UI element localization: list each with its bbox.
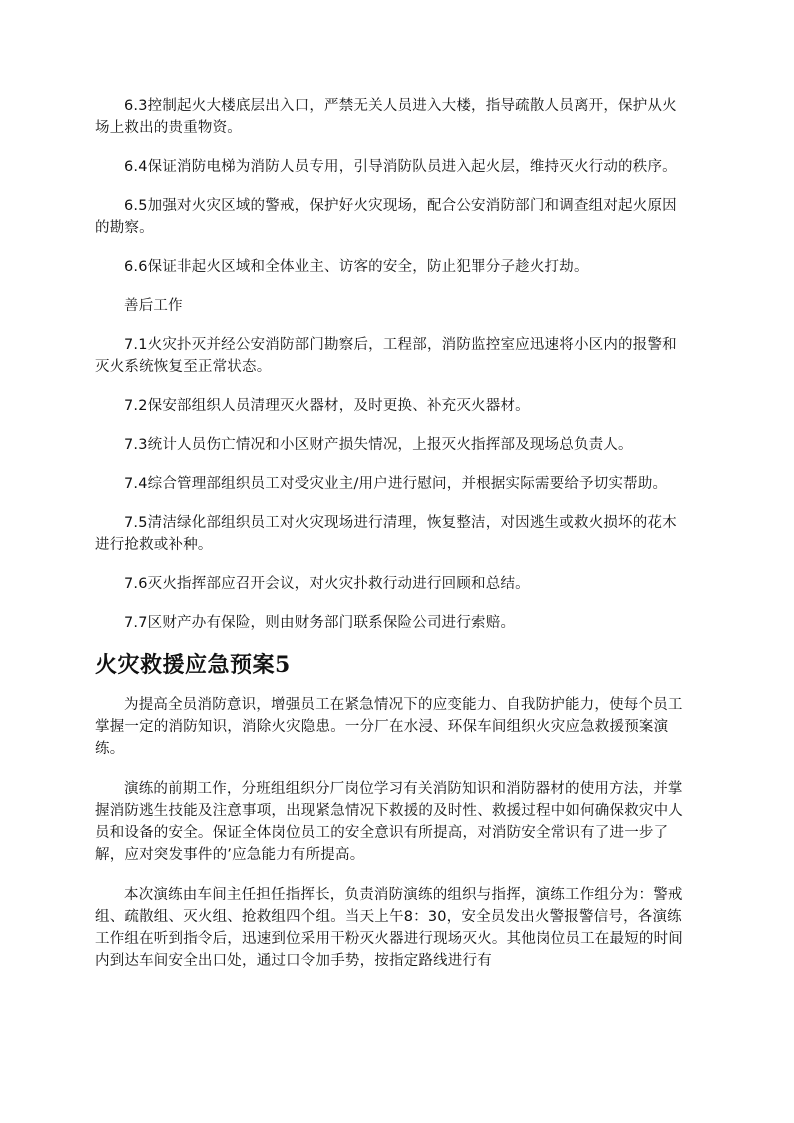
document-body xyxy=(95,95,689,990)
paragraph-6-6: 6.6保证非起火区域和全体业主、访客的安全，防止犯罪分子趁火打劫。 xyxy=(124,259,589,275)
paragraph-intro: 为提高全员消防意识，增强员工在紧急情况下的应变能力、自我防护能力，使每个员工掌握一定的消防知识，消除火灾隐患。一分厂在水浸、环保车间组织火灾应急救援预案演练。 xyxy=(95,697,683,757)
paragraph-7-5: 7.5清洁绿化部组织员工对火灾现场进行清理，恢复整洁，对因逃生或救火损坏的花木进行抢救或补种。 xyxy=(95,515,677,553)
paragraph-7-1: 7.1火灾扑灭并经公安消防部门勘察后，工程部，消防监控室应迅速将小区内的报警和灭火系统恢复至正常状态。 xyxy=(95,337,677,375)
paragraph-7-6: 7.6灭火指挥部应召开会议，对火灾扑救行动进行回顾和总结。 xyxy=(124,576,530,592)
paragraph-preparation: 演练的前期工作，分班组组织分厂岗位学习有关消防知识和消防器材的使用方法，并掌握消防逃生技能及注意事项，出现紧急情况下救援的及时性、救援过程中如何确保救灾中人员和设备的安全。保证全体岗位员工的安全意识有所提高，对消防安全常识有了进一步了解，应对突发事件的’应急能力有所提高。 xyxy=(95,781,683,863)
paragraph-drill: 本次演练由车间主任担任指挥长，负责消防演练的组织与指挥，演练工作组分为：警戒组、疏散组、灭火组、抢救组四个组。当天上午8：30，安全员发出火警报警信号，各演练工作组在听到指令后，迅速到位采用干粉灭火器进行现场灭火。其他岗位员工在最短的时间内到达车间安全出口处，通过口令加手势，按指定路线进行有 xyxy=(95,887,683,969)
section-title: 火灾救援应急预案5 xyxy=(95,652,291,678)
subheading-aftermath: 善后工作 xyxy=(124,298,183,314)
paragraph-6-5: 6.5加强对火灾区域的警戒，保护好火灾现场，配合公安消防部门和调查组对起火原因的勘察。 xyxy=(95,198,677,236)
paragraph-7-3: 7.3统计人员伤亡情况和小区财产损失情况，上报灭火指挥部及现场总负责人。 xyxy=(124,437,633,453)
paragraph-6-4: 6.4保证消防电梯为消防人员专用，引导消防队员进入起火层，维持灭火行动的秩序。 xyxy=(124,159,677,175)
paragraph-6-3: 6.3控制起火大楼底层出入口，严禁无关人员进入大楼，指导疏散人员离开，保护从火场上救出的贵重物资。 xyxy=(95,98,677,136)
paragraph-7-4: 7.4综合管理部组织员工对受灾业主/用户进行慰问，并根据实际需要给予切实帮助。 xyxy=(124,476,668,492)
paragraph-7-2: 7.2保安部组织人员清理灭火器材，及时更换、补充灭火器材。 xyxy=(124,398,530,414)
paragraph-7-7: 7.7区财产办有保险，则由财务部门联系保险公司进行索赔。 xyxy=(124,615,516,631)
